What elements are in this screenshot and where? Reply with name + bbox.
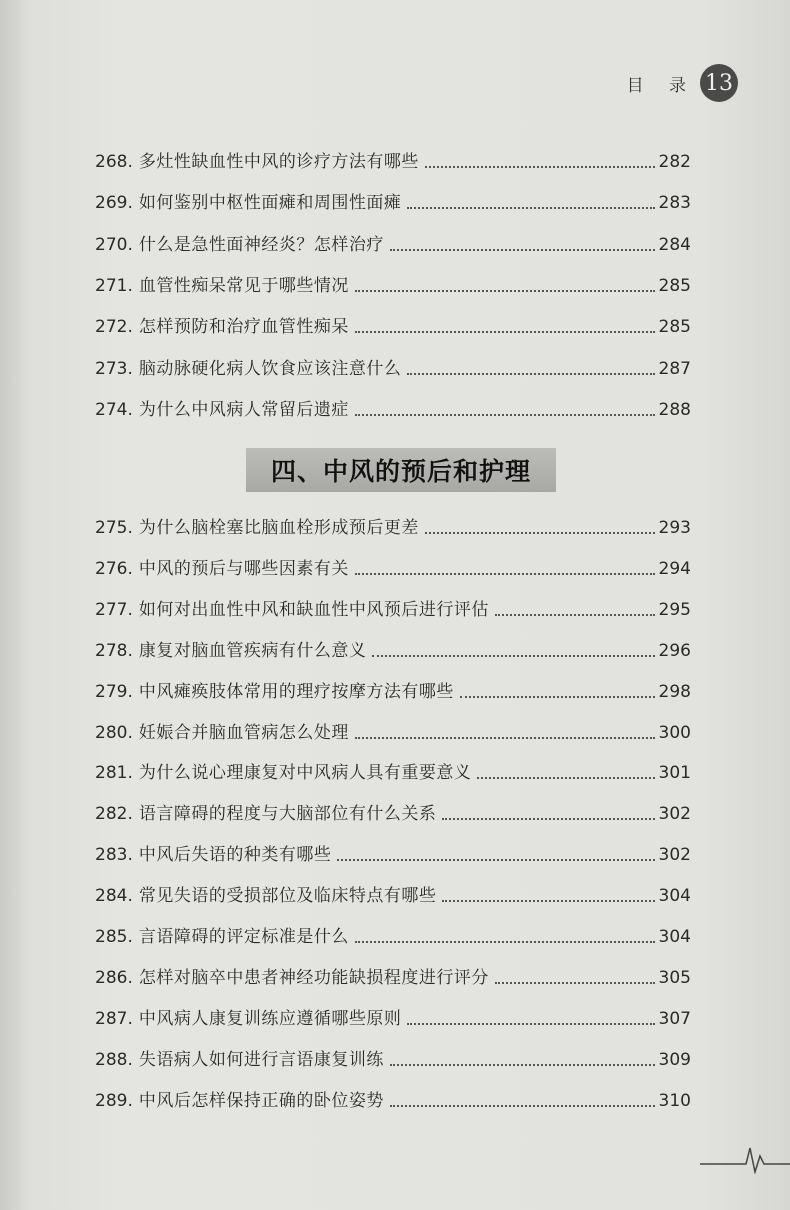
dot-leader: [495, 982, 655, 984]
toc-entry-title: 为什么说心理康复对中风病人具有重要意义: [138, 763, 472, 784]
toc-entry-title: 如何鉴别中枢性面瘫和周围性面瘫: [138, 193, 402, 214]
dot-leader: [407, 373, 655, 375]
dot-leader: [355, 414, 655, 416]
dot-leader: [495, 614, 655, 616]
toc-entry-page: 301: [658, 763, 691, 784]
toc-entry-page: 283: [658, 193, 691, 214]
toc-entry-title: 为什么脑栓塞比脑血栓形成预后更差: [138, 518, 419, 538]
dot-leader: [337, 859, 655, 861]
toc-entry[interactable]: [95, 509, 691, 539]
toc-entry-number: 280.: [95, 722, 133, 743]
toc-entry-title: 什么是急性面神经炎？怎样治疗: [138, 234, 384, 255]
toc-entry-number: 270.: [95, 234, 133, 255]
toc-entry-title: 妊娠合并脑血管病怎么处理: [138, 722, 349, 743]
toc-entry-title: 多灶性缺血性中风的诊疗方法有哪些: [138, 152, 419, 172]
dot-leader: [355, 737, 655, 739]
toc-entry-page: 285: [658, 275, 691, 296]
toc-entry-number: 268.: [95, 152, 133, 172]
toc-entry-number: 275.: [95, 518, 133, 538]
toc-entry-page: 298: [658, 681, 691, 702]
toc-entry-page: 287: [658, 358, 691, 379]
toc-entry[interactable]: [95, 959, 691, 989]
toc-entry-number: 281.: [95, 763, 133, 784]
header-title: 目 录: [626, 75, 696, 96]
ecg-line-icon: [700, 1138, 790, 1174]
toc-entry-title: 失语病人如何进行言语康复训练: [138, 1049, 384, 1070]
dot-leader: [425, 166, 655, 168]
toc-entry-page: 307: [658, 1008, 691, 1029]
toc-entry-number: 289.: [95, 1090, 133, 1111]
toc-entry[interactable]: [95, 591, 691, 621]
toc-entry-title: 怎样对脑卒中患者神经功能缺损程度进行评分: [138, 967, 489, 988]
toc-entry-title: 脑动脉硬化病人饮食应该注意什么: [138, 358, 402, 379]
dot-leader: [407, 1023, 655, 1025]
toc-entry[interactable]: [95, 550, 691, 580]
dot-leader: [355, 573, 655, 575]
toc-entry-number: 284.: [95, 886, 133, 907]
toc-entry-page: 294: [658, 558, 691, 579]
dot-leader: [442, 900, 655, 902]
toc-entry-title: 中风后失语的种类有哪些: [138, 845, 332, 866]
toc-entry-number: 271.: [95, 275, 133, 296]
section-title: 四、中风的预后和护理: [270, 457, 531, 486]
toc-entry-page: 310: [658, 1090, 691, 1111]
toc-entry-number: 273.: [95, 358, 133, 379]
toc-entry-number: 285.: [95, 927, 133, 947]
dot-leader: [355, 941, 655, 943]
toc-entry[interactable]: [95, 308, 691, 338]
toc-entry-page: 302: [658, 845, 691, 866]
page-number-badge: 13: [700, 64, 738, 102]
toc-entry-number: 269.: [95, 193, 133, 214]
toc-entry-title: 血管性痴呆常见于哪些情况: [138, 275, 349, 296]
toc-entry[interactable]: [95, 226, 691, 256]
dot-leader: [407, 207, 655, 209]
toc-entry-title: 如何对出血性中风和缺血性中风预后进行评估: [138, 599, 489, 620]
toc-entry-page: 304: [658, 886, 691, 907]
toc-entry-number: 283.: [95, 845, 133, 866]
toc-entry-title: 语言障碍的程度与大脑部位有什么关系: [138, 804, 437, 825]
toc-entry[interactable]: [95, 877, 691, 907]
toc-entry-page: 305: [658, 967, 691, 988]
dot-leader: [372, 655, 655, 657]
toc-entry-title: 言语障碍的评定标准是什么: [138, 927, 349, 947]
toc-entry-title: 为什么中风病人常留后遗症: [138, 399, 349, 420]
section-banner: [246, 448, 556, 492]
toc-entry-page: 300: [658, 722, 691, 743]
dot-leader: [477, 777, 655, 779]
toc-entry-page: 295: [658, 599, 691, 620]
toc-entry-page: 282: [658, 152, 691, 172]
toc-entry[interactable]: [95, 1000, 691, 1030]
toc-entry[interactable]: [95, 267, 691, 297]
toc-entry[interactable]: [95, 714, 691, 744]
toc-entry-page: 296: [658, 640, 691, 661]
toc-entry[interactable]: [95, 836, 691, 866]
running-header: [627, 64, 738, 102]
toc-entry-number: 276.: [95, 558, 133, 579]
toc-entry-number: 272.: [95, 317, 133, 338]
toc-entry[interactable]: [95, 143, 691, 173]
toc-entry-number: 278.: [95, 640, 133, 661]
dot-leader: [425, 532, 655, 534]
toc-entry[interactable]: [95, 673, 691, 703]
toc-entry-number: 279.: [95, 681, 133, 702]
toc-entry-number: 288.: [95, 1049, 133, 1070]
dot-leader: [390, 1105, 655, 1107]
toc-entry-page: 285: [658, 317, 691, 338]
dot-leader: [355, 331, 655, 333]
toc-entry[interactable]: [95, 754, 691, 784]
toc-entry-number: 274.: [95, 399, 133, 420]
toc-entry[interactable]: [95, 918, 691, 948]
toc-entry-page: 288: [658, 399, 691, 420]
toc-entry-title: 中风的预后与哪些因素有关: [138, 558, 349, 579]
dot-leader: [390, 249, 655, 251]
dot-leader: [442, 818, 655, 820]
toc-entry-page: 304: [658, 927, 691, 947]
toc-entry-number: 287.: [95, 1008, 133, 1029]
toc-entry-title: 中风病人康复训练应遵循哪些原则: [138, 1008, 402, 1029]
toc-entry[interactable]: [95, 1041, 691, 1071]
toc-entry[interactable]: [95, 795, 691, 825]
toc-entry-title: 中风瘫痪肢体常用的理疗按摩方法有哪些: [138, 681, 454, 702]
dot-leader: [460, 696, 655, 698]
toc-entry[interactable]: [95, 1082, 691, 1112]
dot-leader: [390, 1064, 655, 1066]
dot-leader: [355, 290, 655, 292]
toc-entry[interactable]: [95, 350, 691, 380]
toc-entry-number: 286.: [95, 967, 133, 988]
toc-entry-page: 302: [658, 804, 691, 825]
toc-entry-page: 309: [658, 1049, 691, 1070]
toc-entry[interactable]: [95, 184, 691, 214]
toc-entry-page: 293: [658, 518, 691, 538]
toc-entry[interactable]: [95, 632, 691, 662]
toc-entry-title: 常见失语的受损部位及临床特点有哪些: [138, 886, 437, 907]
toc-entry-title: 怎样预防和治疗血管性痴呆: [138, 317, 349, 338]
toc-entry-number: 282.: [95, 804, 133, 825]
toc-entry-page: 284: [658, 234, 691, 255]
toc-entry-title: 康复对脑血管疾病有什么意义: [138, 640, 367, 661]
toc-entry-number: 277.: [95, 599, 133, 620]
toc-entry-title: 中风后怎样保持正确的卧位姿势: [138, 1090, 384, 1111]
toc-entry[interactable]: [95, 391, 691, 421]
